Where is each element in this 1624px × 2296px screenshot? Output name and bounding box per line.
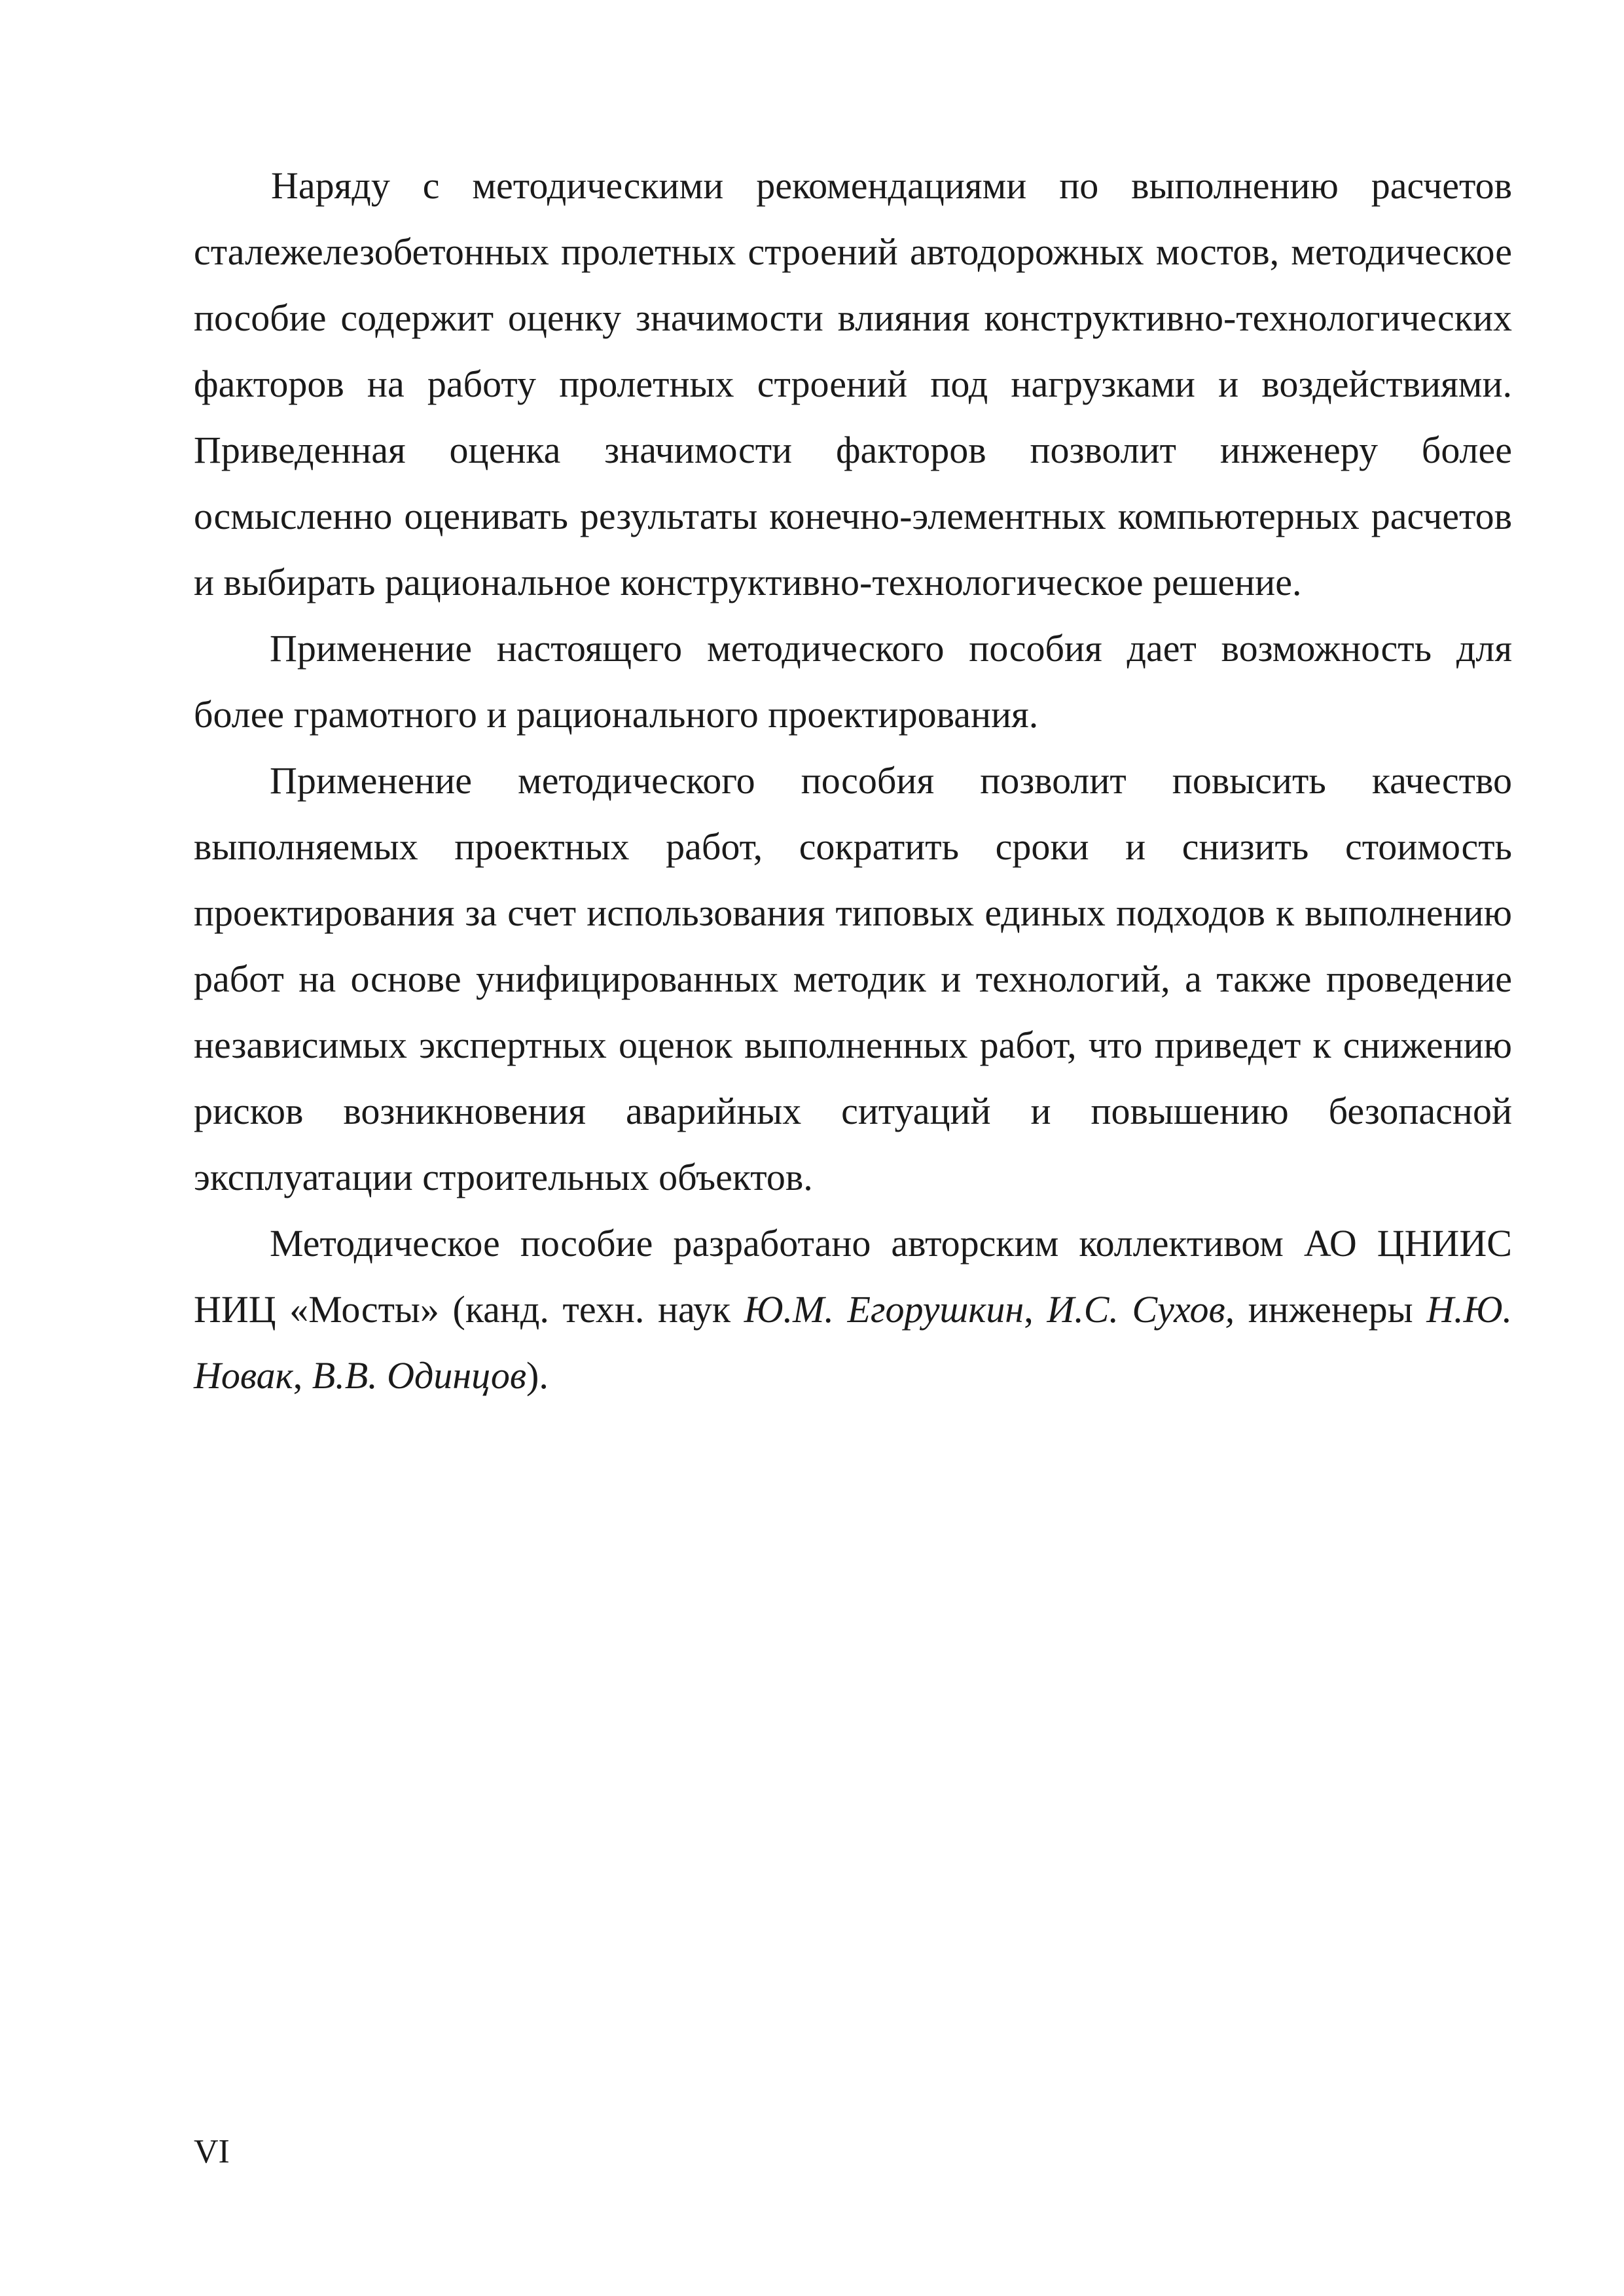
authors-separator: , <box>1024 1288 1047 1331</box>
author-sukhov: И.С. Сухов, <box>1047 1288 1235 1331</box>
page-number: VI <box>194 2133 230 2170</box>
authors-intro: Методическое пособие разработано авторским коллективом АО ЦНИИС НИЦ «Мосты» (канд. техн. наук <box>194 1222 1512 1331</box>
paragraph-application: Применение настоящего методического пособия дает возможность для более грамотного и рационального проектирования. <box>194 627 1512 736</box>
author-odintsov: В.В. Одинцов <box>312 1354 527 1397</box>
paragraph-authors <box>194 1210 1512 1408</box>
authors-engineers: инженеры <box>1235 1288 1427 1331</box>
author-novak: Н.Ю. Новак <box>194 1288 1513 1397</box>
authors-end: ). <box>526 1354 549 1397</box>
body-text <box>194 152 1512 1408</box>
paragraph-benefits: Применение методического пособия позволит повысить качество выполняемых проектных работ, сократить сроки и снизить стоимость проектирования за счет использования типовых единых подходов к выполнению работ на основе унифицированных методик и технологий, а также проведение независимых экспертных оценок выполненных работ, что приведет к снижению рисков возникновения аварийных ситуаций и повышению безопасной эксплуатации строительных объектов. <box>194 759 1512 1198</box>
paragraph-intro: Наряду с методическими рекомендациями по выполнению расчетов сталежелезобетонных пролетных строений автодорожных мостов, методическое пособие содержит оценку значимости влияния конструктивно-технологических факторов на работу пролетных строений под нагрузками и воздействиями. Приведенная оценка значимости факторов позволит инженеру более осмысленно оценивать результаты конечно-элементных компьютерных расчетов и выбирать рациональное конструктивно-технологическое решение. <box>194 164 1512 603</box>
author-egorushkin: Ю.М. Егорушкин <box>744 1288 1024 1331</box>
authors-separator: , <box>293 1354 312 1397</box>
